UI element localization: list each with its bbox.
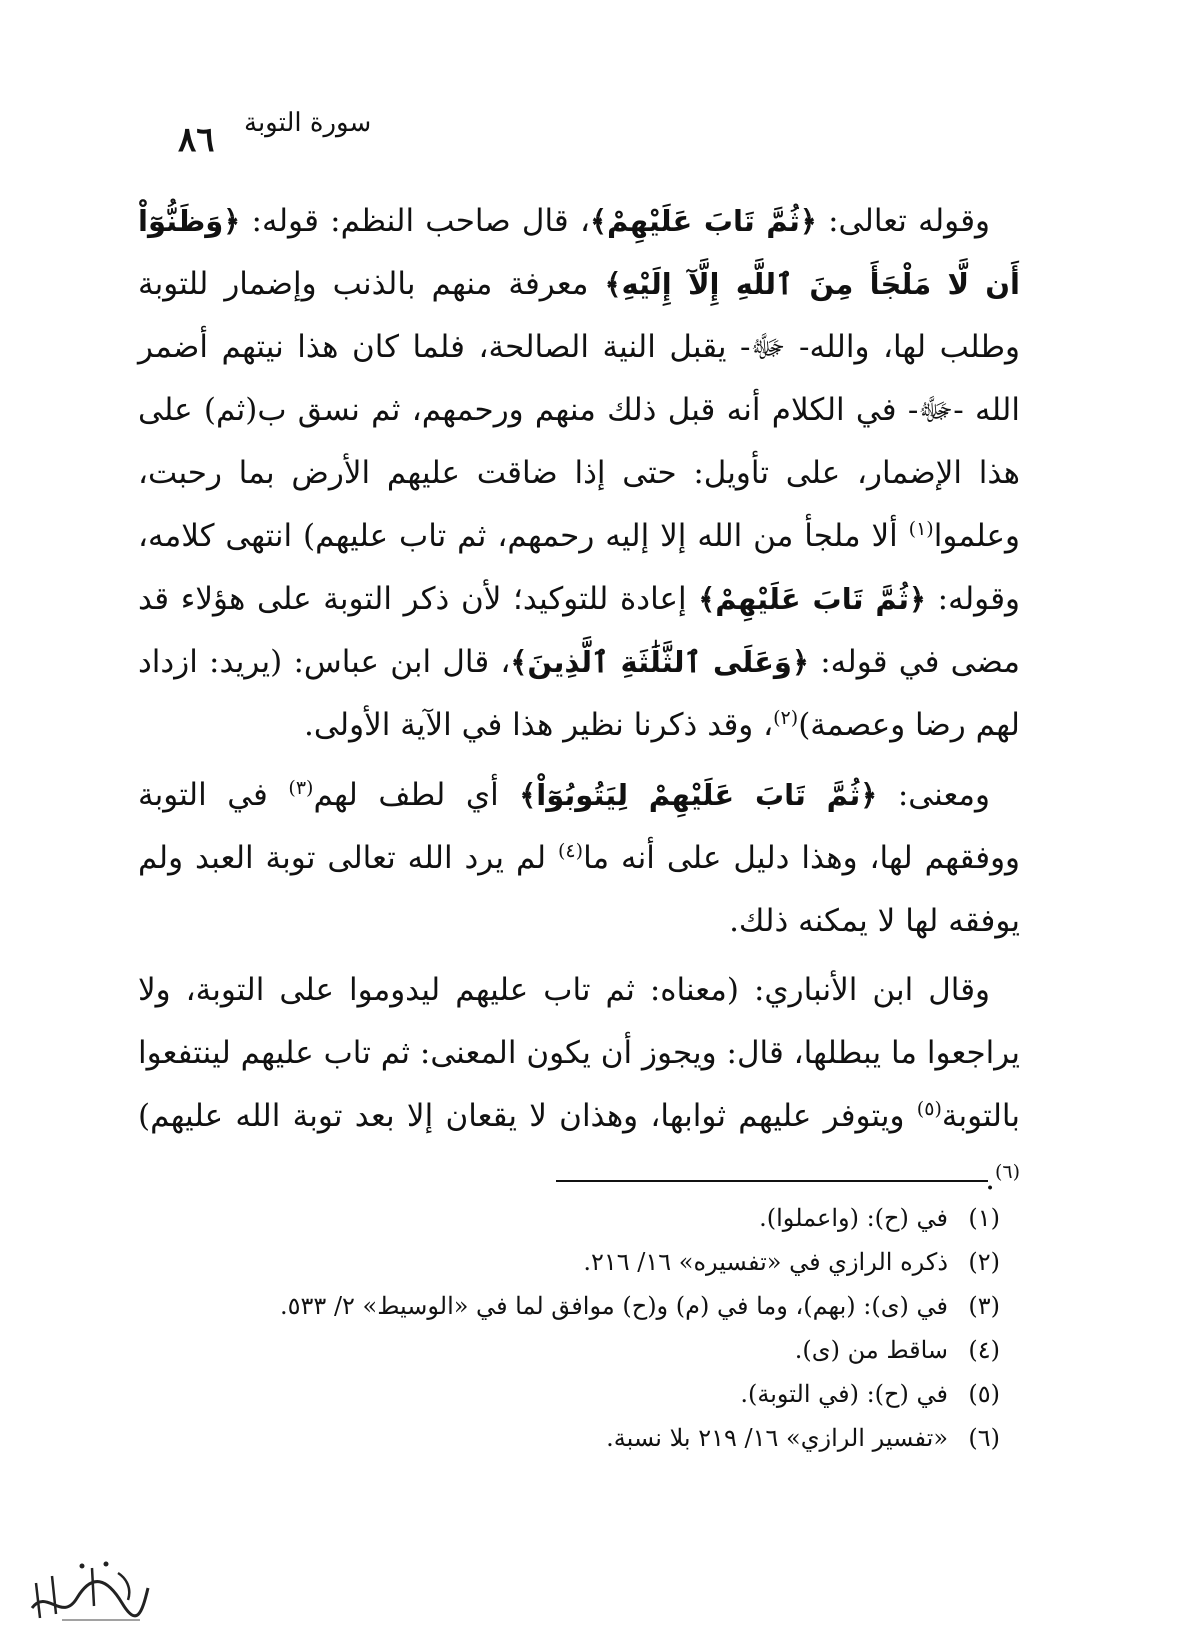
footnote-item — [138, 1196, 1000, 1240]
footnote-item — [138, 1284, 1000, 1328]
footnote-ref[interactable]: (٤) — [558, 840, 584, 862]
footnote-ref[interactable]: (١) — [908, 518, 934, 540]
paragraph-1 — [138, 190, 1020, 757]
quran-quote: ﴿وَعَلَى ٱلثَّلَٰثَةِ ٱلَّذِينَ﴾ — [510, 645, 809, 679]
footnote-item — [138, 1328, 1000, 1372]
footnote-ref[interactable]: (٢) — [773, 707, 799, 729]
paragraph-2 — [138, 764, 1020, 953]
footnote-ref[interactable]: (٣) — [288, 777, 314, 799]
footnote-number: (٦) — [968, 1424, 1000, 1452]
footnote-text: في (ح): (واعملوا). — [759, 1204, 948, 1232]
footnote-ref[interactable]: (٦) — [994, 1161, 1020, 1183]
text-run: أي لطف لهم — [313, 777, 520, 813]
footnote-ref[interactable]: (٥) — [916, 1098, 942, 1120]
footnote-item — [138, 1416, 1000, 1460]
footnote-number: (٤) — [968, 1336, 1000, 1364]
text-run: معرفة منهم بالذنب وإضمار للتوبة وطلب لها، والله- ﷻ- يقبل النية الصالحة، فلما كان هذا نيتهم أضمر الله -ﷻ- في الكلام أنه قبل ذلك منهم ورحمهم، ثم نسق ب(ثم) على هذا الإضمار، على تأويل: حتى إذا ضاقت عليهم الأرض بما رحبت، وعلموا — [138, 266, 1020, 554]
text-run: ، قال صاحب النظم: قوله: — [240, 203, 590, 239]
footnote-number: (٥) — [968, 1380, 1000, 1408]
text-run: . — [985, 1161, 995, 1197]
text-run: وقوله تعالى: — [816, 203, 990, 239]
page-number: ٨٦ — [178, 120, 215, 160]
footnote-divider — [556, 1180, 988, 1182]
footnote-text: في (ح): (في التوبة). — [740, 1380, 948, 1408]
quran-quote: ﴿ثُمَّ تَابَ عَلَيْهِمْ﴾ — [698, 582, 927, 616]
surah-title: سورة التوبة — [244, 108, 372, 138]
footnote-number: (٣) — [968, 1292, 1000, 1320]
quran-quote: ﴿وَظَنُّوٓاْ أَن لَّا مَلْجَأَ مِنَ ٱللَّهِ إِلَّآ إِلَيْهِ﴾ — [138, 204, 1020, 301]
footnote-item — [138, 1372, 1000, 1416]
text-run: ، وقد ذكرنا نظير هذا في الآية الأولى. — [303, 707, 774, 743]
text-run: ويتوفر عليهم ثوابها، وهذان لا يقعان إلا بعد توبة الله عليهم) — [138, 1098, 917, 1134]
footnotes — [138, 1196, 1000, 1460]
text-run: إعادة للتوكيد؛ لأن ذكر التوبة على هؤلاء قد مضى في قوله: — [138, 581, 1020, 680]
quran-quote: ﴿ثُمَّ تَابَ عَلَيْهِمْ لِيَتُوبُوٓاْ﴾ — [519, 778, 878, 812]
footnote-text: في (ى): (بهم)، وما في (م) و(ح) موافق لما في «الوسيط» ٢/ ٥٣٣. — [280, 1292, 948, 1320]
publisher-logo — [22, 1548, 152, 1628]
footnote-number: (١) — [968, 1204, 1000, 1232]
text-run: في التوبة ووفقهم لها، وهذا دليل على أنه ما — [138, 777, 1021, 876]
quran-quote: ﴿ثُمَّ تَابَ عَلَيْهِمْ﴾ — [589, 204, 817, 238]
text-run: ألا ملجأ من الله إلا إليه رحمهم، ثم تاب عليهم) انتهى كلامه، وقوله: — [138, 518, 1020, 617]
text-run: لم يرد الله تعالى توبة العبد ولم يوفقه لها لا يمكنه ذلك. — [138, 840, 1020, 939]
text-run: وقال ابن الأنباري: (معناه: ثم تاب عليهم ليدوموا على التوبة، ولا يراجعوا ما يبطلها، قال: ويجوز أن يكون المعنى: ثم تاب عليهم لينتفعوا بالتوبة — [138, 972, 1020, 1134]
text-run: ، قال ابن عباس: (يريد: ازداد لهم رضا وعصمة) — [138, 644, 1020, 743]
paragraph-3 — [138, 959, 1020, 1211]
main-text — [138, 190, 1020, 1211]
footnote-text: ساقط من (ى). — [794, 1336, 948, 1364]
footnote-text: ذكره الرازي في «تفسيره» ١٦/ ٢١٦. — [583, 1248, 948, 1276]
footnote-text: «تفسير الرازي» ١٦/ ٢١٩ بلا نسبة. — [606, 1424, 948, 1452]
text-run: ومعنى: — [877, 777, 990, 813]
footnote-number: (٢) — [968, 1248, 1000, 1276]
footnote-item — [138, 1240, 1000, 1284]
